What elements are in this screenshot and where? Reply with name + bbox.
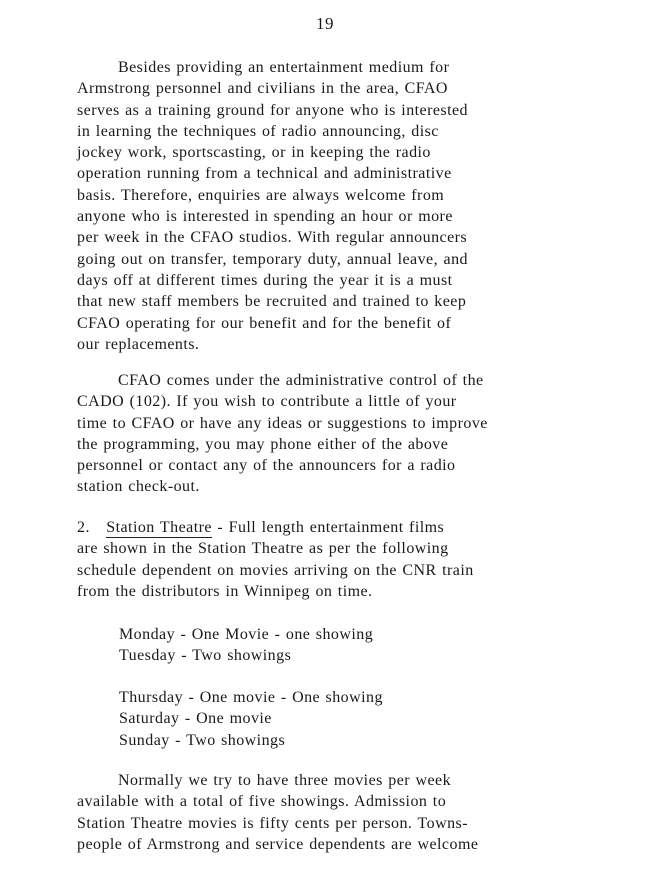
page-number: 19 (316, 14, 334, 33)
section-station-theatre (77, 517, 637, 602)
schedule-item: Thursday - One movie - One showing (119, 689, 383, 706)
paragraph-admission (77, 770, 637, 855)
text-line: anyone who is interested in spending an hour or more (77, 208, 453, 226)
text-line: our replacements. (77, 335, 200, 353)
paragraph-radio-training (77, 57, 637, 355)
schedule-item: Monday - One Movie - one showing (119, 626, 374, 643)
schedule-list-weekend (119, 687, 539, 751)
schedule-item: Tuesday - Two showings (119, 647, 292, 665)
text-line: time to CFAO or have any ideas or suggestions to improve (77, 414, 488, 432)
text-line: per week in the CFAO studios. With regular announcers (77, 229, 468, 247)
text-line: Station Theatre movies is fifty cents per person. Towns- (77, 814, 468, 832)
text-line: days off at different times during the year it is a must (77, 271, 453, 289)
text-line: going out on transfer, temporary duty, annual leave, and (77, 250, 468, 268)
text-line: schedule dependent on movies arriving on the CNR train (77, 561, 474, 579)
schedule-item: Sunday - Two showings (119, 731, 286, 749)
text-line: - Full length entertainment films (211, 519, 445, 536)
text-line: station check-out. (77, 478, 200, 496)
text-line: jockey work, sportscasting, or in keeping the radio (77, 144, 431, 162)
text-line: CFAO comes under the administrative control of the (118, 372, 484, 389)
text-line: the programming, you may phone either of the above (77, 435, 449, 453)
text-line: Besides providing an entertainment medium for (118, 59, 450, 76)
text-line: personnel or contact any of the announcers for a radio (77, 457, 456, 475)
section-heading: Station Theatre (106, 519, 212, 536)
text-line: are shown in the Station Theatre as per the following (77, 540, 449, 558)
schedule-list-weekdays (119, 624, 539, 667)
section-number: 2. (77, 519, 90, 536)
paragraph-cfao-control (77, 370, 637, 498)
text-line: Normally we try to have three movies per week (118, 772, 452, 789)
section-heading-line (77, 517, 637, 538)
text-line: operation running from a technical and administrative (77, 165, 452, 183)
text-line: that new staff members be recruited and trained to keep (77, 293, 467, 311)
text-line: serves as a training ground for anyone who is interested (77, 101, 468, 119)
text-line: CADO (102). If you wish to contribute a little of your (77, 393, 457, 411)
text-line: basis. Therefore, enquiries are always welcome from (77, 186, 445, 204)
text-line: Armstrong personnel and civilians in the area, CFAO (77, 80, 448, 98)
text-line: in learning the techniques of radio announcing, disc (77, 122, 439, 140)
schedule-item: Saturday - One movie (119, 710, 272, 728)
text-line: from the distributors in Winnipeg on time. (77, 582, 373, 600)
text-line: people of Armstrong and service dependents are welcome (77, 835, 479, 853)
text-line: available with a total of five showings. Admission to (77, 793, 447, 811)
text-line: CFAO operating for our benefit and for the benefit of (77, 314, 452, 332)
